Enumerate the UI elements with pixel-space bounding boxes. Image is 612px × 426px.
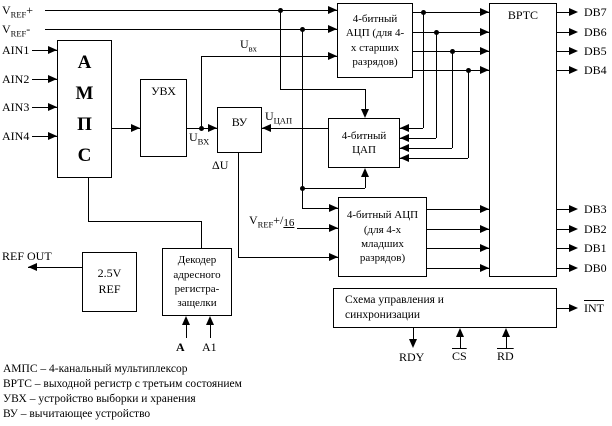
arrow	[569, 47, 578, 55]
arrow	[329, 253, 338, 261]
legend-vu: ВУ – вычитающее устройство	[3, 408, 151, 420]
wire-vrefp-branch	[365, 89, 366, 111]
arrow	[480, 8, 489, 16]
block-vu: ВУ	[217, 107, 262, 153]
arrow	[361, 109, 369, 118]
wire-tap-dac	[452, 51, 453, 148]
addr-a1-label: А1	[202, 340, 217, 354]
arrow	[48, 75, 57, 83]
uvx-label: $U_{ВХ}$	[189, 130, 210, 147]
wire-vref-plus	[45, 10, 337, 11]
arrow	[569, 28, 578, 36]
arrow	[400, 124, 409, 132]
arrow	[480, 264, 489, 272]
db6-label: DB6	[584, 25, 607, 39]
wire-vrefp-branch	[280, 89, 365, 90]
int-label: $\overline{INT}$	[584, 301, 604, 315]
arrow	[409, 339, 417, 348]
vref-minus-label: $V_{REF}-$	[2, 22, 31, 39]
delta-u-label: ΔU	[212, 158, 229, 172]
arrow	[480, 47, 489, 55]
arrow	[182, 316, 190, 325]
db0-label: DB0	[584, 261, 607, 275]
block-ref25: 2.5V REF	[82, 252, 137, 312]
cs-label: $\overline{CS}$	[452, 349, 467, 363]
db5-label: DB5	[584, 44, 607, 58]
arrow	[480, 244, 489, 252]
wire-vrefm-branch	[302, 29, 303, 208]
arrow	[328, 6, 337, 14]
block-adc-high: 4-битный АЦП (для 4- х старших разрядов)	[337, 3, 413, 78]
vref-plus-label: $V_{REF}+$	[2, 3, 34, 20]
wire-tap-dac	[468, 70, 469, 158]
block-amps: А М П С	[57, 40, 112, 178]
arrow	[456, 328, 464, 337]
db1-label: DB1	[584, 241, 607, 255]
rd-label: $\overline{RD}$	[497, 349, 514, 363]
wire-delta-u	[238, 257, 338, 258]
block-control: Схема управления и синхронизации	[333, 288, 557, 328]
arrow	[28, 263, 37, 271]
block-dac: 4-битный ЦАП	[328, 118, 400, 168]
arrow	[480, 205, 489, 213]
block-decoder: Декодер адресного регистра- защелки	[162, 248, 232, 316]
arrow	[569, 225, 578, 233]
arrow	[329, 204, 338, 212]
arrow	[48, 46, 57, 54]
wire-adch-vrts	[413, 70, 489, 71]
arrow	[208, 124, 217, 132]
vref16-label: $V_{REF}+/16$	[249, 213, 295, 230]
wire-amps-decoder	[201, 221, 202, 248]
arrow	[569, 244, 578, 252]
wire-vrefp-branch	[280, 10, 281, 89]
arrow	[400, 134, 409, 142]
arrow	[569, 8, 578, 16]
wire-tap-dac	[436, 32, 437, 138]
wire-amps-decoder	[88, 178, 89, 221]
arrow	[502, 328, 510, 337]
wire-tap-dac	[400, 158, 468, 159]
arrow	[569, 304, 578, 312]
arrow	[328, 52, 337, 60]
arrow	[480, 66, 489, 74]
block-uvh: УВХ	[140, 79, 187, 157]
arrow	[400, 154, 409, 162]
wire-uvx	[201, 56, 337, 57]
arrow	[569, 205, 578, 213]
wire-udac	[262, 128, 328, 129]
wire-uvx-up	[201, 56, 202, 128]
arrow	[48, 132, 57, 140]
wire-adch-vrts	[413, 32, 489, 33]
wire-delta-u	[238, 153, 239, 257]
wire-amps-decoder	[88, 221, 201, 222]
arrow	[131, 124, 140, 132]
wire-vrefm-dac	[302, 188, 365, 189]
ref-out-label: REF OUT	[2, 249, 52, 263]
arrow	[206, 316, 214, 325]
arrow	[480, 225, 489, 233]
db3-label: DB3	[584, 202, 607, 216]
block-adc-low: 4-битный АЦП (для 4-х младших разрядов)	[338, 197, 427, 277]
arrow	[361, 168, 369, 177]
block-vrts: ВРТС	[489, 3, 557, 277]
arrow	[400, 144, 409, 152]
rdy-label: RDY	[399, 350, 425, 364]
arrow	[328, 25, 337, 33]
ain3-label: AIN3	[2, 100, 30, 114]
legend-vrts: ВРТС – выходной регистр с третьим состоянием	[3, 378, 242, 390]
arrow	[48, 103, 57, 111]
arrow	[569, 66, 578, 74]
db7-label: DB7	[584, 5, 607, 19]
arrow	[480, 28, 489, 36]
wire-vref-minus	[45, 29, 337, 30]
wire-tap-dac	[423, 12, 424, 128]
addr-a-label: А	[176, 340, 185, 354]
ain4-label: AIN4	[2, 129, 30, 143]
arrow	[569, 264, 578, 272]
arrow	[329, 224, 338, 232]
db2-label: DB2	[584, 222, 607, 236]
db4-label: DB4	[584, 63, 607, 77]
legend-uvh: УВХ – устройство выборки и хранения	[3, 393, 196, 405]
ain2-label: AIN2	[2, 72, 30, 86]
ain1-label: AIN1	[2, 43, 30, 57]
uvx-top-label: $U_{вх}$	[240, 37, 257, 54]
udac-label: $U_{ЦАП}$	[265, 109, 293, 126]
legend-amps: АМПС – 4-канальный мультиплексор	[3, 363, 188, 375]
